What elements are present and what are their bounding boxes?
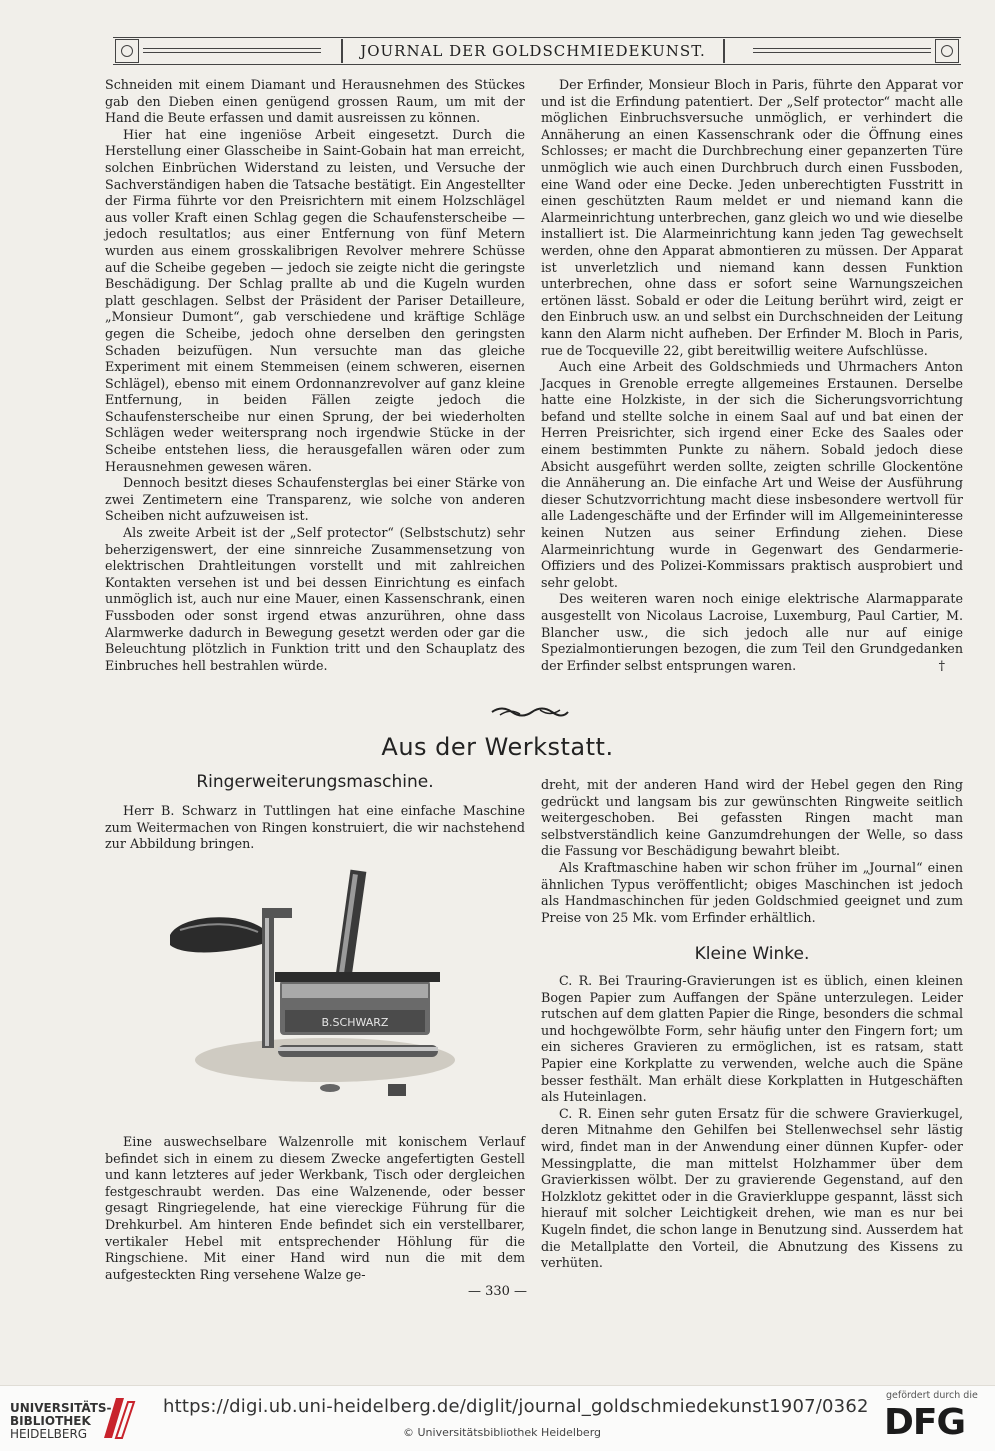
paragraph: Eine auswechselbare Walzenrolle mit konischem Verlauf befindet sich in einem zu diesem Zwecke angefertigten Gestell und kann letzteres auf jeder Werkbank, Tisch oder dergleichen festgeschraubt werden. Das eine Walzenende, oder besser gesagt Ringriegelende, hat eine viereckige Führung für die Drehkurbel. Am hinteren Ende befindet sich ein verstellbarer, vertikaler Hebel mit entsprechender Höhlung für die Ringschiene. Mit einer Hand wird nun die mit dem aufgesteckten Ring versehene Walze ge- <box>105 1134 525 1282</box>
paragraph: Herr B. Schwarz in Tuttlingen hat eine einfache Maschine zum Weitermachen von Ringen konstruiert, die wir nachstehend zur Abbildung bringen. <box>105 803 525 852</box>
dagger-mark: † <box>938 657 945 673</box>
tips-column <box>541 973 963 1272</box>
library-name: UNIVERSITÄTS- BIBLIOTHEK HEIDELBERG <box>10 1401 112 1441</box>
page-number: — 330 — <box>467 1284 528 1299</box>
machine-description-continued <box>541 777 963 926</box>
paragraph: Dennoch besitzt dieses Schaufensterglas bei einer Stärke von zwei Zentimetern eine Transparenz, wie solche von anderen Scheiben nicht aufzuweisen ist. <box>105 475 525 524</box>
subsection-title: Ringerweiterungsmaschine. <box>196 772 434 792</box>
permalink-url[interactable]: https://digi.ub.uni-heidelberg.de/diglit/journal_goldschmiedekunst1907/0362 <box>163 1396 869 1417</box>
ring-machine-illustration <box>150 860 470 1110</box>
paragraph: Schneiden mit einem Diamant und Herausnehmen des Stückes gab den Dieben einen genügend grossen Raum, um mit der Hand die Beute erfassen und damit ausreissen zu können. <box>105 77 525 126</box>
funding-note: gefördert durch die <box>886 1390 978 1401</box>
paragraph: Hier hat eine ingeniöse Arbeit eingesetzt. Durch die Herstellung einer Glasscheibe in Saint-Gobain hat man erreicht, solchen Einbrüchen Widerstand zu leisten, und Versuche der Sachverständigen haben die Tatsache bestätigt. Ein Angestellter der Firma führte vor den Preisrichtern mit einem Holzschlägel aus voller Kraft einen Schlag gegen die Schaufensterscheibe — jedoch resultatlos; aus einer Entfernung von fünf Metern wurden aus einem grosskalibrigen Revolver mehrere Schüsse auf die Scheibe gegeben — jedoch sie zeigte nicht die geringste Beschädigung. Der Schlag prallte ab und die Kugeln wurden platt geschlagen. Selbst der Präsident der Pariser Detailleure, „Monsieur Dumont“, gab verschiedene und kräftige Schläge gegen die Scheibe, jedoch ohne derselben den geringsten Schaden beizufügen. Nun versuchte man das gleiche Experiment mit einem Stemmeisen (einem schweren, eisernen Schlägel), ebenso mit einem Ordonnanzrevolver auf ganz kleine Entfernung, in beiden Fällen zeigte jedoch die Schaufensterscheibe nur einen Sprung, der bei wiederholten Schlägen weder weitersprang noch irgendwie Stücke in der Scheibe entstehen liess, die herausgefallen wären oder zum Herausnehmen gewesen wären. <box>105 126 525 474</box>
machine-maker-label: B.SCHWARZ <box>321 1016 389 1029</box>
left-column-top <box>105 77 525 674</box>
running-header <box>113 37 961 65</box>
subsection-title: Kleine Winke. <box>694 944 810 964</box>
right-column-top <box>541 77 963 674</box>
header-ornament-icon <box>115 39 139 63</box>
digitization-footer <box>0 1385 995 1451</box>
copyright-notice: © Universitätsbibliothek Heidelberg <box>403 1426 602 1439</box>
dfg-logo: DFG <box>884 1402 966 1443</box>
paragraph: Auch eine Arbeit des Goldschmieds und Uhrmachers Anton Jacques in Grenoble erregte allgemeines Erstaunen. Derselbe hatte eine Holzkiste, in der sich die Sicherungsvorrichtung befand und stellte solche in einem Saal auf und bat einen der Herren Preisrichter, sich irgend einer Ecke des Saales oder einem bestimmten Punkte zu nähern. Sobald jedoch diese Absicht ausgeführt werden sollte, zeigten schrille Glockentöne die Annäherung an. Die einfache Art und Weise der Ausführung dieser Schutzvorrichtung macht diese insbesondere wertvoll für alle Ladengeschäfte und der Erfinder will im Allgemeininteresse keinen Nutzen aus seiner Erfindung ziehen. Diese Alarmeinrichtung wurde in Gegenwart des Gendarmerie-Offiziers und des Polizei-Kommissars praktisch ausprobiert und sehr gelobt. <box>541 359 963 590</box>
paragraph: Des weiteren waren noch einige elektrische Alarmapparate ausgestellt von Nicolaus Lacroise, Luxemburg, Paul Cartier, M. Blancher usw., die sich jedoch alle nur auf einige Spezialmontierungen bezogen, die zum Teil den Grundgedanken der Erfinder selbst entsprungen waren. † <box>541 591 963 673</box>
paragraph: Als zweite Arbeit ist der „Self protector“ (Selbstschutz) sehr beherzigenswert, der eine sinnreiche Zusammensetzung von elektrischen Drahtleitungen vorstellt und mit zahlreichen Kontakten versehen ist und bei dessen Einrichtung es einfach unmöglich ist, auch nur eine Mauer, einen Kassenschrank, einen Fussboden oder sonst irgend etwas anzurühren, ohne dass Alarmwerke dadurch in Bewegung gesetzt werden oder gar die Beleuchtung plötzlich in Funktion tritt und den Schauplatz des Einbruches hell bestrahlen würde. <box>105 525 525 673</box>
paragraph: dreht, mit der anderen Hand wird der Hebel gegen den Ring gedrückt und langsam bis zur gewünschten Ringweite seitlich weitergeschoben. Bei gefassten Ringen macht man selbstverständlich keine Ganzumdrehungen der Welle, so dass die Fassung vor Beschädigung bewahrt bleibt. <box>541 777 963 859</box>
intro-paragraph <box>105 803 525 853</box>
paragraph: Der Erfinder, Monsieur Bloch in Paris, führte den Apparat vor und ist die Erfindung patentiert. Der „Self protector“ macht alle möglichen Einbruchsversuche unmöglich, er verhindert die Annäherung an einen Kassenschrank oder die Öffnung eines Schlosses; er macht die Durchbrechung einer gepanzerten Türe unmöglich wie auch einen Durchbruch durch einen Fussboden, eine Wand oder eine Decke. Jeden unberechtigten Fusstritt in einen geschützten Raum meldet er und niemand kann die Alarmeinrichtung unterbrechen, ganz gleich wo und wie dieselbe installiert ist. Die Alarmeinrichtung kann jeden Tag gewechselt werden, ohne den Apparat abmontieren zu müssen. Der Apparat ist unverletzlich und niemand kann dessen Funktion unterbrechen, ohne dass er sofort seine Warnungszeichen ertönen lässt. Sobald er oder die Leitung berührt wird, zeigt er den Einbruch usw. an und selbst ein Durchschneiden der Leitung kann den Alarm nicht aufheben. Der Erfinder M. Bloch in Paris, rue de Tocqueville 22, gibt bereitwillig weitere Aufschlüsse. <box>541 77 963 358</box>
section-ornament-icon <box>490 705 570 719</box>
paragraph: Als Kraftmaschine haben wir schon früher im „Journal“ einen ähnlichen Typus veröffentlicht; obiges Maschinchen ist jedoch als Handmaschinchen für jeden Goldschmied geeignet und zum Preise von 25 Mk. vom Erfinder erhältlich. <box>541 859 963 925</box>
section-title: Aus der Werkstatt. <box>381 733 614 761</box>
paragraph: C. R. Einen sehr guten Ersatz für die schwere Gravierkugel, deren Mitnahme den Gehilfen bei Stellenwechsel sehr lästig wird, findet man in der Anwendung einer dünnen Kupfer- oder Messingplatte, die man mittelst Holzhammer über dem Gravierkissen wölbt. Der zu gravierende Gegenstand, auf den Holzklotz gekittet oder in die Gravierkluppe gespannt, lässt sich hierauf mit solcher Leichtigkeit drehen, wie man es nur bei Kugeln findet, die schon lange in Benutzung sind. Ausserdem hat die Metallplatte den Vorteil, die Abnutzung des Kissens zu verhüten. <box>541 1105 963 1271</box>
journal-title: JOURNAL DER GOLDSCHMIEDEKUNST. <box>341 39 725 63</box>
machine-description <box>105 1134 525 1283</box>
header-ornament-icon <box>935 39 959 63</box>
paragraph: C. R. Bei Trauring-Gravierungen ist es üblich, einen kleinen Bogen Papier zum Auffangen der Späne unterzulegen. Leider rutschen auf dem glatten Papier die Ringe, besonders die schmal und hochgewölbte Form, sehr häufig unter den Fingern fort; um ein sicheres Gravieren zu ermöglichen, ist es ratsam, statt Papier eine Korkplatte zu verwenden, welche auch die Späne besser festhält. Man erhält diese Korkplatten in Hutgeschäften als Huteinlagen. <box>541 973 963 1105</box>
